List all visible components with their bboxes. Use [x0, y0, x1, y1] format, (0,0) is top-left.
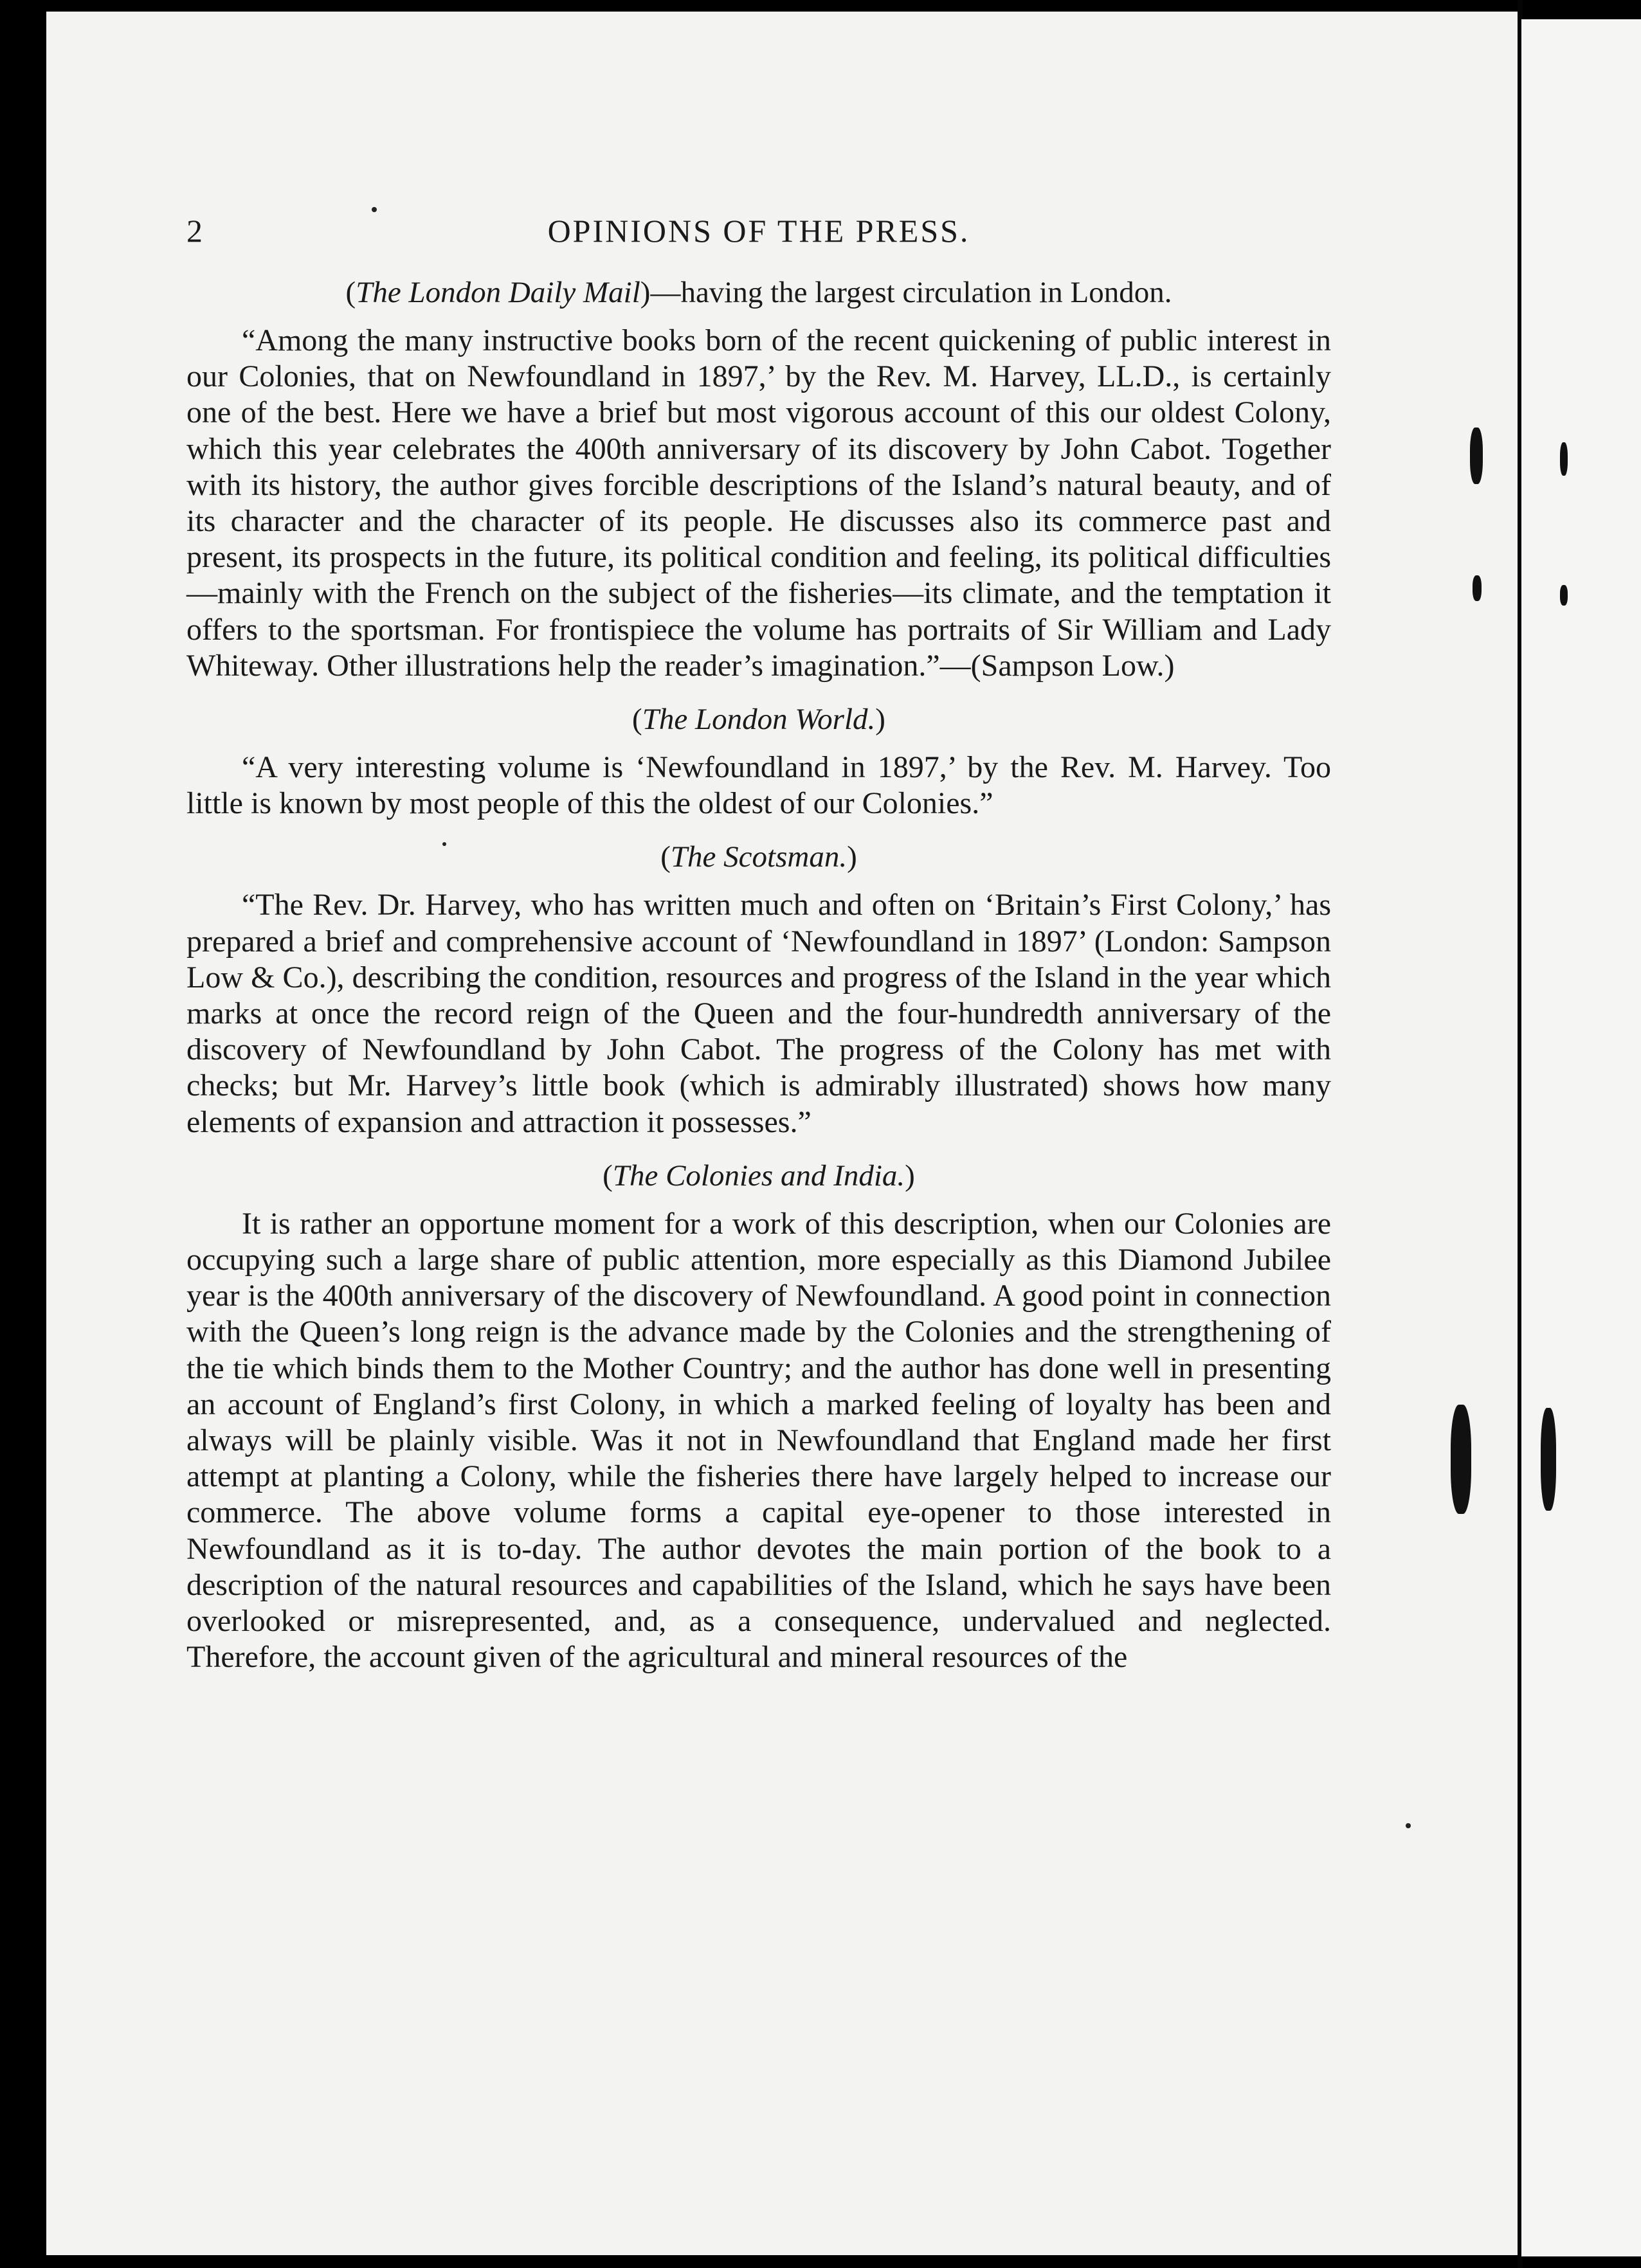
publication-name: The London Daily Mail	[356, 276, 640, 309]
review-text: “A very interesting volume is ‘Newfoundland in 1897,’ by the Rev. M. Harvey. Too little is known by most people of this the oldest of our Colonies.”	[186, 750, 1331, 821]
binding-mark	[1541, 1408, 1556, 1511]
page-header	[186, 206, 1331, 257]
page-content	[186, 206, 1331, 1676]
review-source: (The London World.)	[632, 703, 885, 737]
publication-note: —having the largest circulation in London.	[650, 276, 1172, 309]
binding-mark	[1473, 575, 1482, 601]
review-source: (The London Daily Mail)—having the largest circulation in London.	[345, 276, 1172, 309]
binding-mark	[1470, 428, 1483, 484]
review-source: (The Colonies and India.)	[603, 1158, 915, 1192]
review-source: (The Scotsman.)	[660, 840, 857, 874]
binding-mark	[1560, 585, 1568, 606]
review-text: “The Rev. Dr. Harvey, who has written much and often on ‘Britain’s First Colony,’ has prepared a brief and comprehensive account of ‘Newfoundland in 1897’ (London: Sampson Low & Co.), describing the condition, resources and progress of the Island in the year which marks at once the record reign of the Queen and the four-hundredth anniversary of the discovery of Newfoundland by John Cabot. The progress of the Colony has met with checks; but Mr. Harvey’s little book (which is admirably illustrated) shows how many elements of expansion and attraction it possesses.”	[186, 888, 1331, 1139]
running-title: OPINIONS OF THE PRESS.	[547, 213, 970, 249]
binding-mark	[1560, 442, 1568, 476]
publication-name: The Scotsman.	[670, 840, 848, 874]
review-text: “Among the many instructive books born of the recent quickening of public interest in our Colonies, that on Newfoundland in 1897,’ by the Rev. M. Harvey, LL.D., is certainly one of the best. Here we have a brief but most vigorous account of this our oldest Colony, which this year celebrates the 400th anniversary of its discovery by John Cabot. Together with its history, the author gives forcible descriptions of the Island’s natural beauty, and of its character and the character of its people. He discusses also its commerce past and present, its prospects in the future, its political condition and feeling, its political difficulties—mainly with the French on the subject of the fisheries—its climate, and the temptation it offers to the sportsman. For frontispiece the volume has portraits of Sir William and Lady Whiteway. Other illustrations help the reader’s imagination.”—(Sampson Low.)	[186, 323, 1331, 683]
adjacent-page-edge	[1521, 19, 1641, 2256]
binding-mark	[1451, 1405, 1471, 1514]
review-text: It is rather an opportune moment for a work of this description, when our Colonies are occupying such a large share of public attention, more especially as this Diamond Jubilee year is the 400th anniversary of the discovery of Newfoundland. A good point in connection with the Queen’s long reign is the advance made by the Colonies and the strengthening of the tie which binds them to the Mother Country; and the author has done well in presenting an account of England’s first Colony, in which a marked feeling of loyalty has been and always will be plainly visible. Was it not in Newfoundland that England made her first attempt at planting a Colony, while the fisheries there have largely helped to increase our commerce. The above volume forms a capital eye-opener to those interested in Newfoundland as it is to-day. The author devotes the main portion of the book to a description of the natural resources and capabilities of the Island, which he says have been overlooked or misrepresented, and, as a consequence, undervalued and neglected. Therefore, the account given of the agricultural and mineral resources of the	[186, 1206, 1331, 1675]
page-number: 2	[186, 213, 204, 249]
publication-name: The London World.	[642, 703, 876, 737]
scan-speck	[1406, 1823, 1411, 1828]
publication-name: The Colonies and India.	[612, 1158, 905, 1192]
